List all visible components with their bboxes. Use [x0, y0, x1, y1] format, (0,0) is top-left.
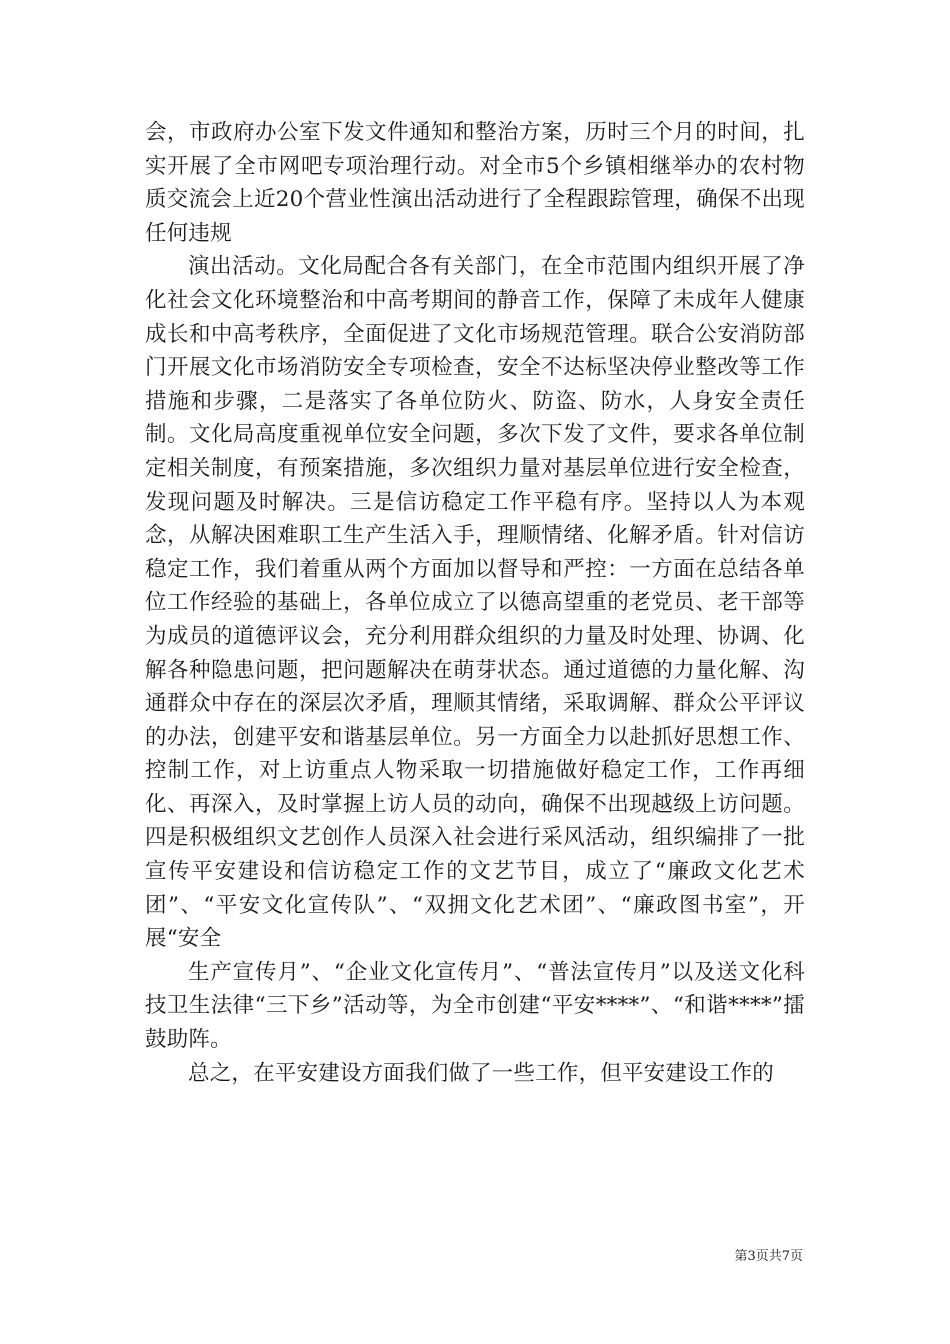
paragraph-continued: 会，市政府办公室下发文件通知和整治方案，历时三个月的时间，扎实开展了全市网吧专项治理行动。对全市5个乡镇相继举办的农村物质交流会上近20个营业性演出活动进行了全程跟踪管理，确保不出现任何违规 [145, 120, 805, 246]
paragraph-summary: 总之，在平安建设方面我们做了一些工作，但平安建设工作的 [188, 1060, 774, 1086]
paragraph-performance-activities: 演出活动。文化局配合各有关部门，在全市范围内组织开展了净化社会文化环境整治和中高考期间的静音工作，保障了未成年人健康成长和中高考秩序，全面促进了文化市场规范管理。联合公安消防部门开展文化市场消防安全专项检查，安全不达标坚决停业整改等工作措施和步骤，二是落实了各单位防火、防盗、防水，人身安全责任制。文化局高度重视单位安全问题，多次下发了文件，要求各单位制定相关制度，有预案措施，多次组织力量对基层单位进行安全检查，发现问题及时解决。三是信访稳定工作平稳有序。坚持以人为本观念，从解决困难职工生产生活入手，理顺情绪、化解矛盾。针对信访稳定工作，我们着重从两个方面加以督导和严控：一方面在总结各单位工作经验的基础上，各单位成立了以德高望重的老党员、老干部等为成员的道德评议会，充分利用群众组织的力量及时处理、协调、化解各种隐患问题，把问题解决在萌芽状态。通过道德的力量化解、沟通群众中存在的深层次矛盾，理顺其情绪，采取调解、群众公平评议的办法，创建平安和谐基层单位。另一方面全力以赴抓好思想工作、控制工作，对上访重点人物采取一切措施做好稳定工作，工作再细化、再深入，及时掌握上访人员的动向，确保不出现越级上访问题。四是积极组织文艺创作人员深入社会进行采风活动，组织编排了一批宣传平安建设和信访稳定工作的文艺节目，成立了“廉政文化艺术团”、“平安文化宣传队”、“双拥文化艺术团”、“廉政图书室”，开展“安全 [145, 254, 805, 952]
paragraph-publicity-month: 生产宣传月”、“企业文化宣传月”、“普法宣传月”以及送文化科技卫生法律“三下乡”活动等，为全市创建“平安****”、“和谐****”擂鼓助阵。 [145, 959, 805, 1053]
page-number-footer: 第3页共7页 [734, 1249, 803, 1264]
document-body [145, 116, 805, 1090]
